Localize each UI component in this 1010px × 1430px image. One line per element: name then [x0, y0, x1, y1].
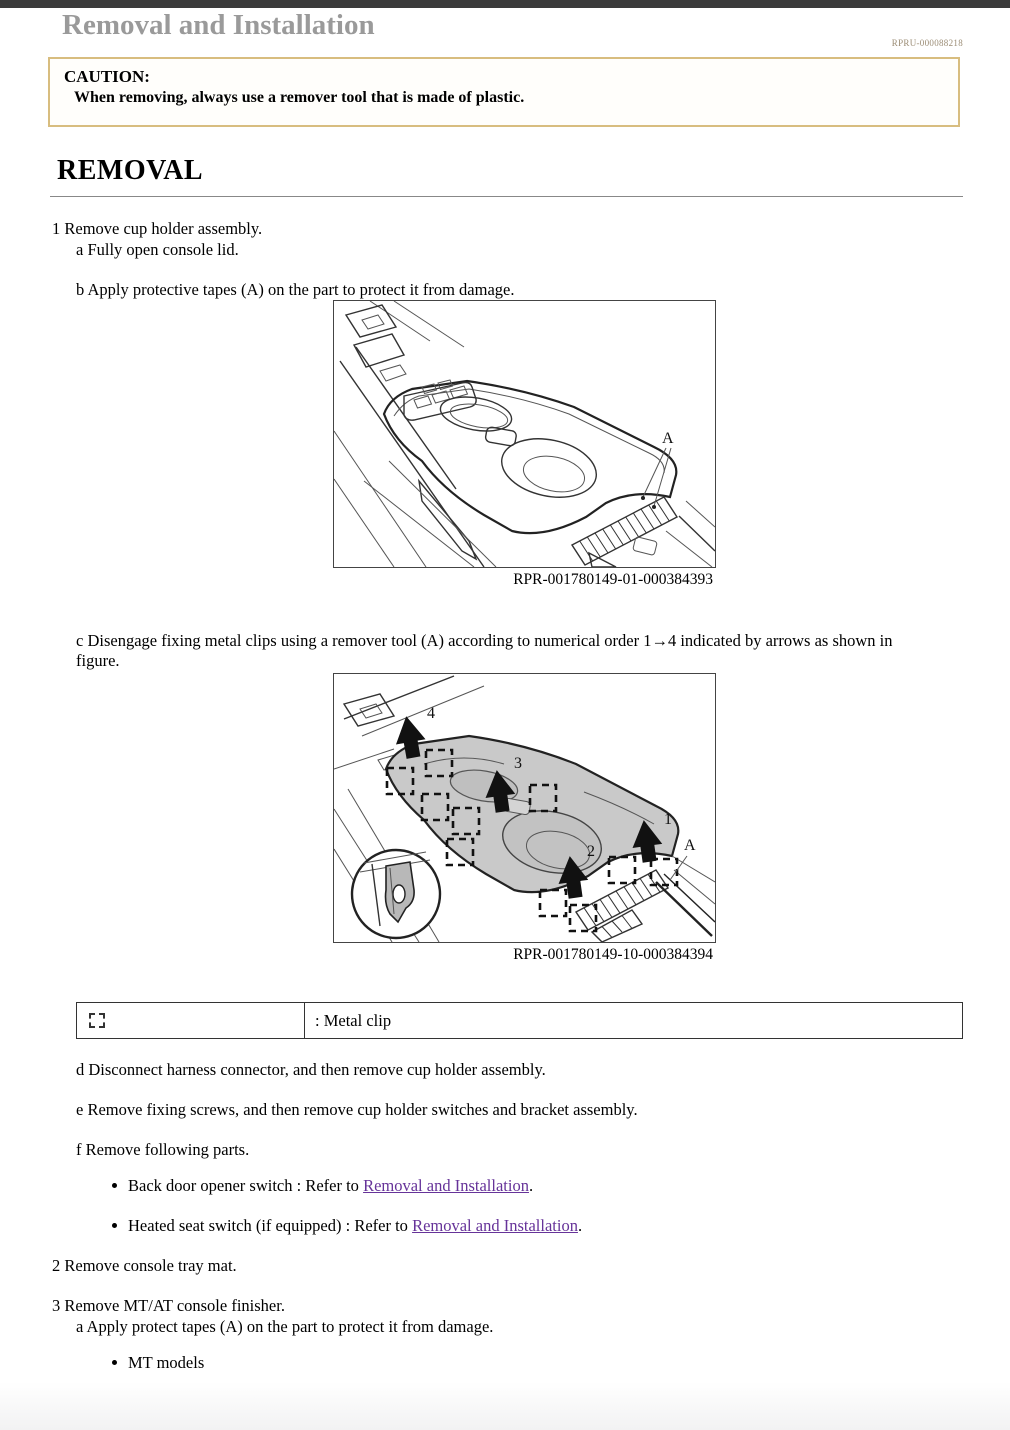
step-1e: e Remove fixing screws, and then remove cup holder switches and bracket assembly. [76, 1100, 638, 1119]
figure2-caption: RPR-001780149-10-000384394 [513, 946, 713, 963]
figure2-arrow-label-3: 3 [514, 755, 522, 772]
step-1d: d Disconnect harness connector, and then remove cup holder assembly. [76, 1060, 546, 1079]
bullet-suffix: . [577, 1216, 583, 1235]
top-border-bar [0, 0, 1010, 8]
bullet-text: MT models [128, 1353, 205, 1372]
console-clips-drawing [334, 674, 715, 942]
dashed-box-metal-clip-icon [89, 1013, 105, 1028]
bullet-text: Back door opener switch : Refer to [128, 1176, 364, 1195]
page-title: Removal and Installation [62, 9, 375, 41]
figure-metal-clips-removal-order [333, 673, 716, 943]
list-item-mt-models [112, 1353, 204, 1373]
step-1b: b Apply protective tapes (A) on the part to protect it from damage. [76, 280, 515, 299]
step-1f: f Remove following parts. [76, 1140, 250, 1159]
figure2-label-a: A [684, 837, 696, 854]
bullet-icon [112, 1223, 117, 1228]
metal-clip-legend-table [76, 1002, 963, 1039]
list-item-back-door-opener-switch [112, 1176, 533, 1196]
page-bottom-fade [0, 1382, 1010, 1430]
list-item-heated-seat-switch [112, 1216, 582, 1236]
link-removal-and-installation-1[interactable]: Removal and Installation [363, 1176, 529, 1195]
legend-symbol-cell [77, 1003, 305, 1038]
step-2: 2 Remove console tray mat. [52, 1256, 237, 1275]
bullet-icon [112, 1360, 117, 1365]
legend-text-cell: : Metal clip [315, 1010, 392, 1030]
figure1-label-a: A [662, 430, 674, 447]
link-removal-and-installation-2[interactable]: Removal and Installation [412, 1216, 578, 1235]
figure-console-protective-tape [333, 300, 716, 568]
step-3a: a Apply protect tapes (A) on the part to protect it from damage. [76, 1317, 494, 1336]
caution-box [48, 57, 960, 127]
section-heading-removal: REMOVAL [57, 155, 204, 186]
caution-label: CAUTION: [64, 67, 150, 86]
step-1: 1 Remove cup holder assembly. [52, 219, 263, 238]
figure2-arrow-label-2: 2 [587, 843, 595, 860]
figure2-arrow-label-1: 1 [664, 811, 672, 828]
console-tape-drawing [334, 301, 715, 567]
step-1c: c Disengage fixing metal clips using a remover tool (A) according to numerical order 1→4 indicated by arrows as shown in figure. [76, 631, 893, 670]
bullet-text: Heated seat switch (if equipped) : Refer to [128, 1216, 413, 1235]
document-code: RPRU-000088218 [891, 38, 963, 48]
bullet-icon [112, 1183, 117, 1188]
step-3: 3 Remove MT/AT console finisher. [52, 1296, 285, 1315]
step-1a: a Fully open console lid. [76, 240, 239, 259]
heading-divider [50, 196, 963, 197]
bullet-suffix: . [528, 1176, 534, 1195]
caution-text: When removing, always use a remover tool that is made of plastic. [74, 89, 525, 106]
figure2-arrow-label-4: 4 [427, 705, 435, 722]
figure1-caption: RPR-001780149-01-000384393 [513, 571, 713, 588]
